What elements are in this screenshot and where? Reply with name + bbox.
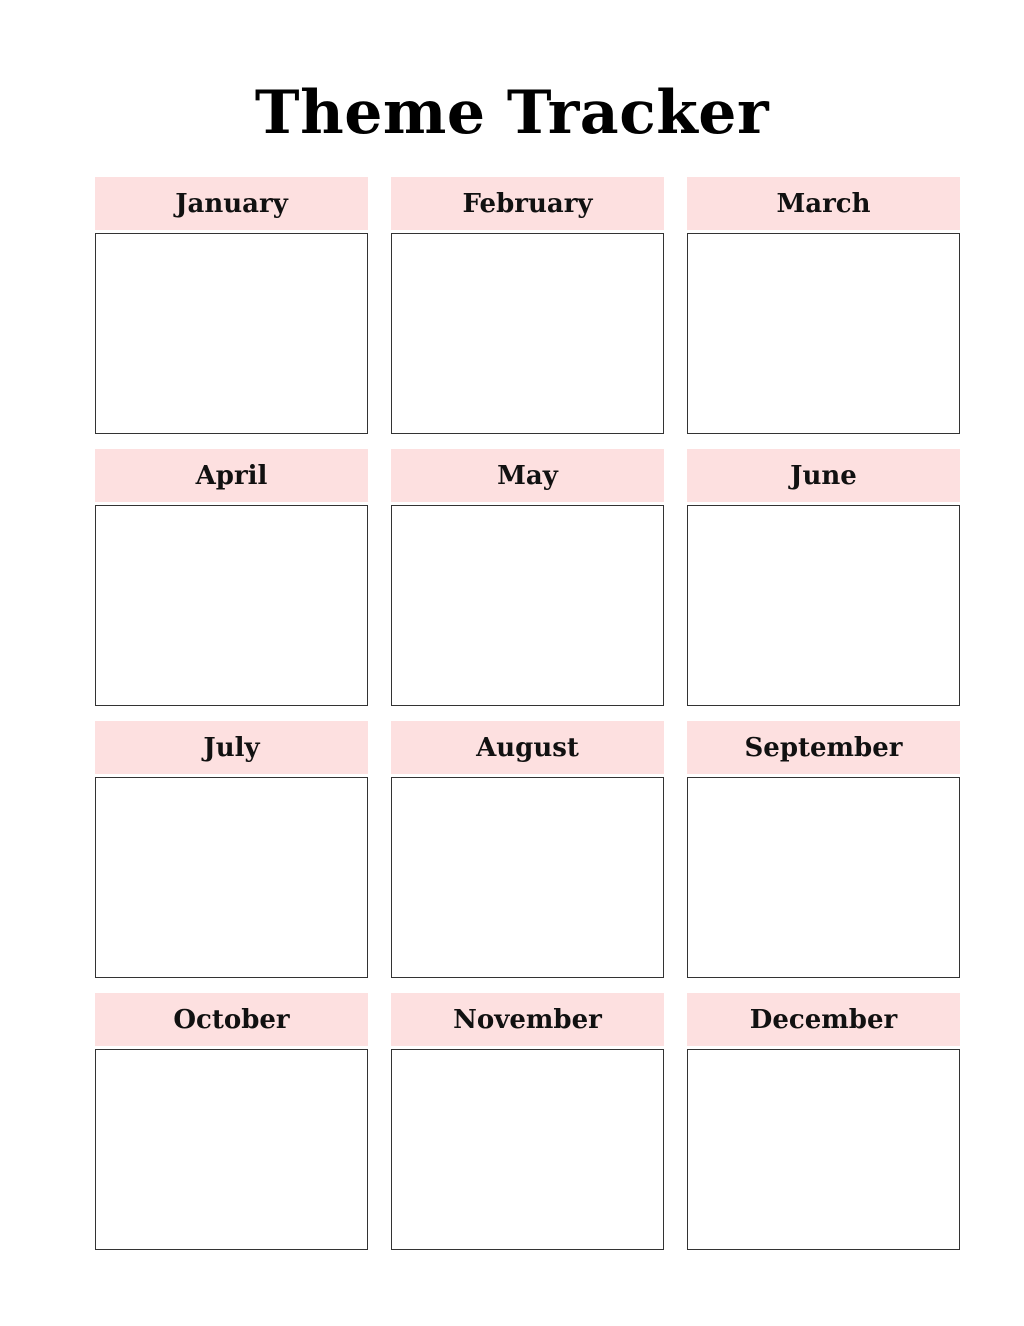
month-header: April (95, 449, 368, 502)
month-cell-november (391, 993, 664, 1046)
month-theme-box[interactable] (95, 1049, 368, 1250)
month-theme-box[interactable] (391, 233, 664, 434)
month-header: February (391, 177, 664, 230)
month-header: December (687, 993, 960, 1046)
month-theme-box[interactable] (391, 505, 664, 706)
month-header: June (687, 449, 960, 502)
month-header: July (95, 721, 368, 774)
month-header: November (391, 993, 664, 1046)
month-cell-march (687, 177, 960, 230)
month-cell-july (95, 721, 368, 774)
month-header: May (391, 449, 664, 502)
month-header: October (95, 993, 368, 1046)
month-cell-january (95, 177, 368, 230)
month-theme-box[interactable] (95, 233, 368, 434)
month-header: January (95, 177, 368, 230)
month-cell-december (687, 993, 960, 1046)
month-theme-box[interactable] (391, 777, 664, 978)
month-cell-may (391, 449, 664, 502)
page-title: Theme Tracker (254, 78, 770, 148)
month-header: March (687, 177, 960, 230)
month-cell-april (95, 449, 368, 502)
month-cell-september (687, 721, 960, 774)
month-cell-october (95, 993, 368, 1046)
month-cell-june (687, 449, 960, 502)
month-cell-august (391, 721, 664, 774)
month-theme-box[interactable] (687, 233, 960, 434)
month-theme-box[interactable] (95, 505, 368, 706)
month-header: August (391, 721, 664, 774)
month-theme-box[interactable] (687, 505, 960, 706)
month-theme-box[interactable] (391, 1049, 664, 1250)
month-theme-box[interactable] (95, 777, 368, 978)
month-theme-box[interactable] (687, 1049, 960, 1250)
month-header: September (687, 721, 960, 774)
month-cell-february (391, 177, 664, 230)
month-theme-box[interactable] (687, 777, 960, 978)
